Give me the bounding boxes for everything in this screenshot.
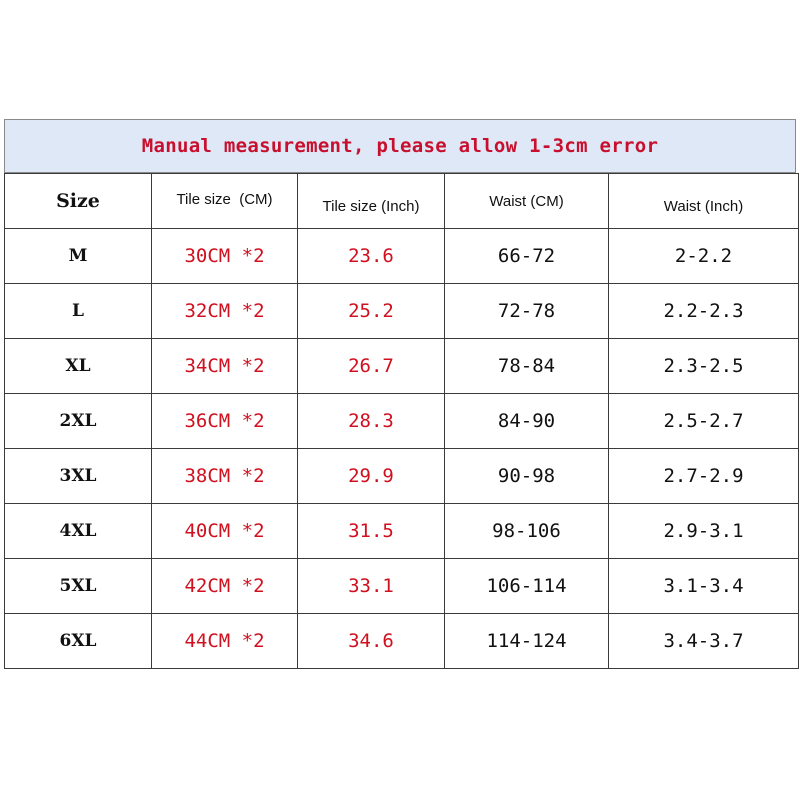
waist-cm-cell: 84-90 (445, 394, 609, 449)
tile-cm-cell: 32CM *2 (152, 284, 298, 339)
tile-inch-cell: 33.1 (298, 559, 445, 614)
table-row (5, 394, 799, 449)
waist-cm-cell: 90-98 (445, 449, 609, 504)
size-cell: 3XL (5, 449, 152, 504)
tile-cm-cell: 36CM *2 (152, 394, 298, 449)
size-chart (4, 119, 798, 677)
waist-cm-cell: 98-106 (445, 504, 609, 559)
waist-inch-cell: 2.3-2.5 (609, 339, 799, 394)
tile-cm-cell: 44CM *2 (152, 614, 298, 669)
tile-cm-cell: 30CM *2 (152, 229, 298, 284)
tile-cm-cell: 40CM *2 (152, 504, 298, 559)
waist-cm-cell: 106-114 (445, 559, 609, 614)
tile-inch-cell: 29.9 (298, 449, 445, 504)
table-row (5, 449, 799, 504)
tile-inch-cell: 31.5 (298, 504, 445, 559)
waist-inch-cell: 2.5-2.7 (609, 394, 799, 449)
tile-inch-cell: 26.7 (298, 339, 445, 394)
size-table (4, 173, 799, 669)
waist-inch-cell: 3.1-3.4 (609, 559, 799, 614)
tile-cm-cell: 38CM *2 (152, 449, 298, 504)
size-cell: M (5, 229, 152, 284)
header-tile-size-inch: Tile size (Inch) (298, 174, 445, 229)
table-row (5, 504, 799, 559)
tile-cm-cell: 34CM *2 (152, 339, 298, 394)
size-cell: XL (5, 339, 152, 394)
header-tile-size-cm: Tile size (CM) (152, 174, 298, 229)
table-row (5, 339, 799, 394)
tile-inch-cell: 23.6 (298, 229, 445, 284)
size-cell: 5XL (5, 559, 152, 614)
waist-cm-cell: 114-124 (445, 614, 609, 669)
tile-inch-cell: 34.6 (298, 614, 445, 669)
waist-cm-cell: 78-84 (445, 339, 609, 394)
tile-cm-cell: 42CM *2 (152, 559, 298, 614)
waist-inch-cell: 3.4-3.7 (609, 614, 799, 669)
table-row (5, 559, 799, 614)
waist-cm-cell: 66-72 (445, 229, 609, 284)
table-row (5, 284, 799, 339)
table-row (5, 614, 799, 669)
waist-inch-cell: 2.9-3.1 (609, 504, 799, 559)
size-cell: 2XL (5, 394, 152, 449)
waist-inch-cell: 2.7-2.9 (609, 449, 799, 504)
tile-inch-cell: 28.3 (298, 394, 445, 449)
waist-cm-cell: 72-78 (445, 284, 609, 339)
waist-inch-cell: 2-2.2 (609, 229, 799, 284)
waist-inch-cell: 2.2-2.3 (609, 284, 799, 339)
header-waist-cm: Waist (CM) (445, 174, 609, 229)
size-cell: 4XL (5, 504, 152, 559)
header-row (5, 174, 799, 229)
size-cell: L (5, 284, 152, 339)
tile-inch-cell: 25.2 (298, 284, 445, 339)
header-waist-inch: Waist (Inch) (609, 174, 799, 229)
measurement-notice: Manual measurement, please allow 1-3cm error (4, 119, 796, 173)
table-row (5, 229, 799, 284)
size-cell: 6XL (5, 614, 152, 669)
header-size: Size (5, 174, 152, 229)
